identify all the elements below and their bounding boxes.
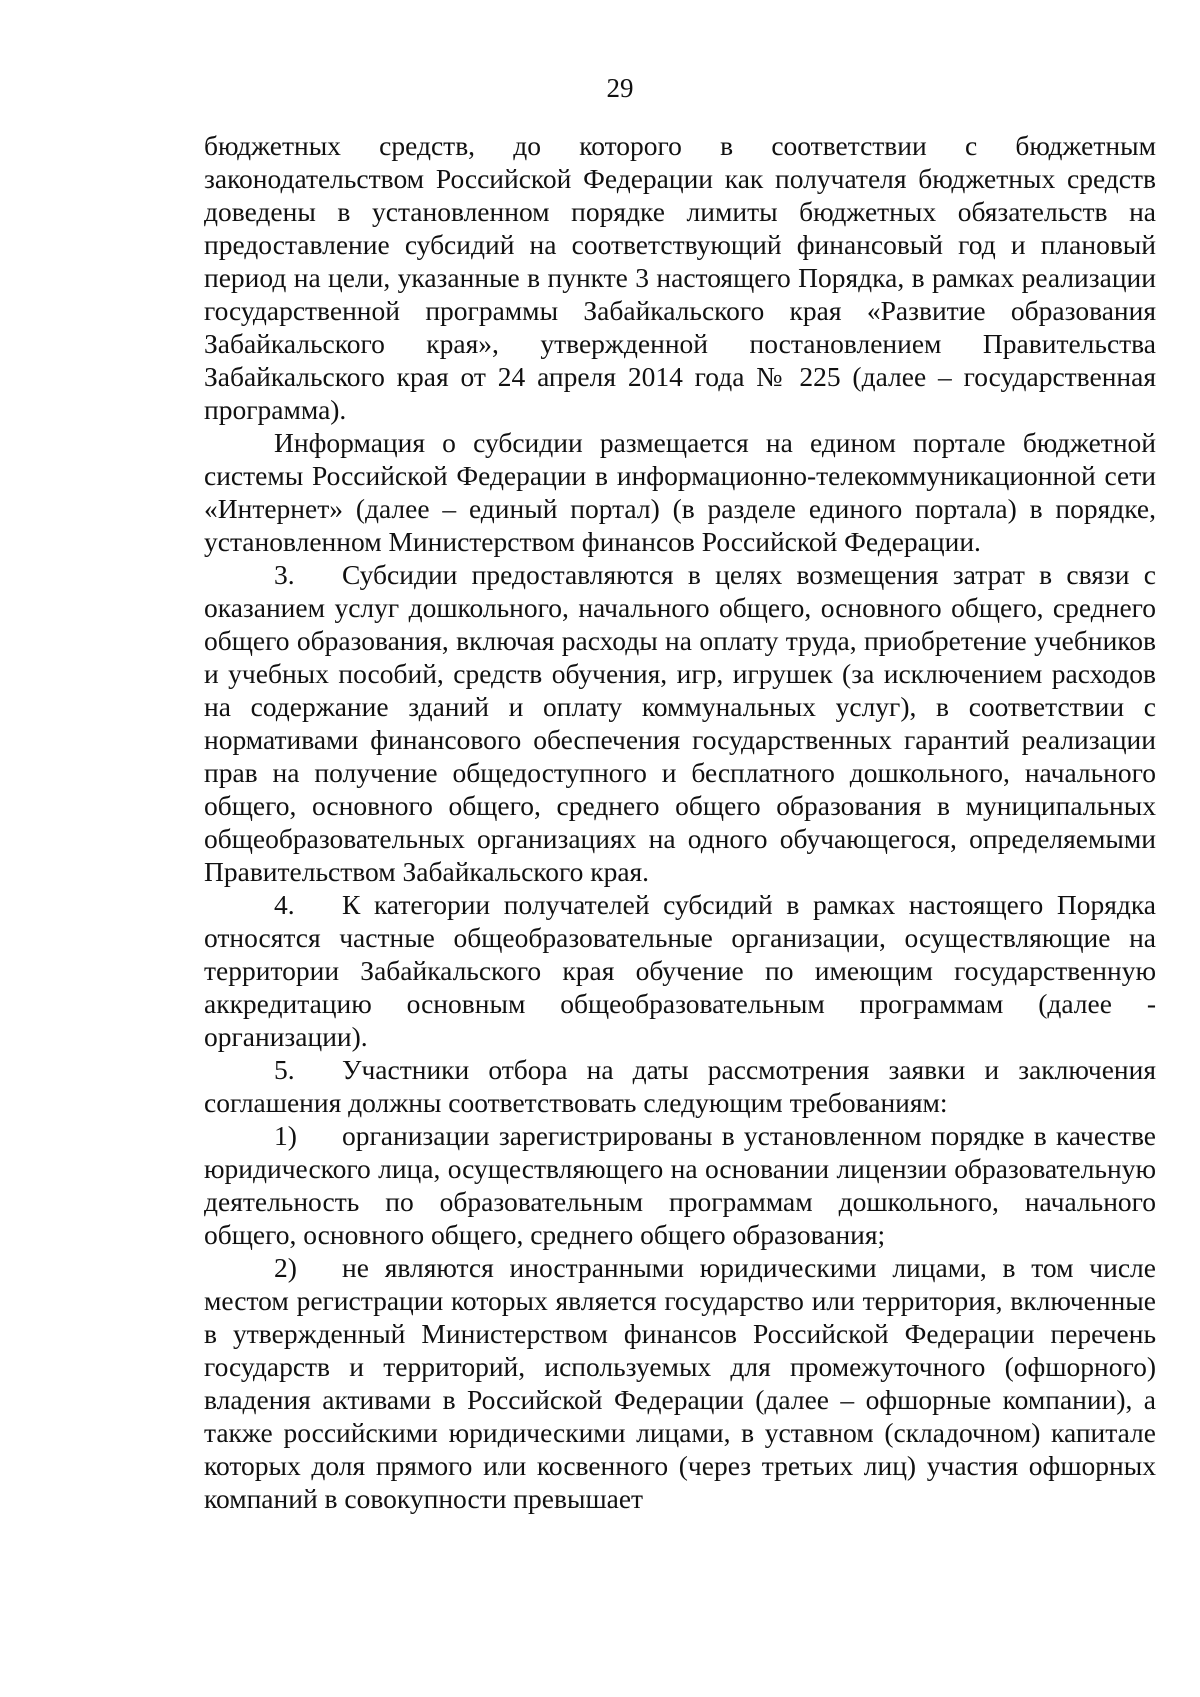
list-item-text: не являются иностранными юридическими лицами, в том числе местом регистрации которых является государство или территория, включенные в утвержденный Министерством финансов Российской Федерации перечень государств и территорий, используемых для промежуточного (офшорного) владения активами в Российской Федерации (далее – офшорные компании), а также российскими юридическими лицами, в уставном (складочном) капитале которых доля прямого или косвенного (через третьих лиц) участия офшорных компаний в совокупности превышает (204, 1252, 1156, 1514)
paragraph-text: Участники отбора на даты рассмотрения заявки и заключения соглашения должны соответствовать следующим требованиям: (204, 1054, 1156, 1118)
numbered-paragraph (204, 1053, 1156, 1119)
paragraph-number: 3. (274, 559, 295, 590)
paragraph-number: 5. (274, 1054, 295, 1085)
paragraph (204, 426, 1156, 558)
document-body (204, 129, 1156, 1515)
list-item-number: 1) (274, 1120, 297, 1151)
page-number: 29 (606, 73, 634, 103)
paragraph-text: бюджетных средств, до которого в соответствии с бюджетным законодательством Российской Федерации как получателя бюджетных средств доведены в установленном порядке лимиты бюджетных обязательств на предоставление субсидий на соответствующий финансовый год и плановый период на цели, указанные в пункте 3 настоящего Порядка, в рамках реализации государственной программы Забайкальского края «Развитие образования Забайкальского края», утвержденной постановлением Правительства Забайкальского края от 24 апреля 2014 года № 225 (далее – государственная программа). (204, 130, 1156, 425)
list-item-number: 2) (274, 1252, 297, 1283)
paragraph (204, 129, 1156, 426)
list-item (204, 1251, 1156, 1515)
paragraph-text: К категории получателей субсидий в рамках настоящего Порядка относятся частные общеобразовательные организации, осуществляющие на территории Забайкальского края обучение по имеющим государственную аккредитацию основным общеобразовательным программам (далее - организации). (204, 889, 1156, 1052)
paragraph-text: Информация о субсидии размещается на едином портале бюджетной системы Российской Федерации в информационно-телекоммуникационной сети «Интернет» (далее – единый портал) (в разделе единого портала) в порядке, установленном Министерством финансов Российской Федерации. (204, 427, 1156, 557)
numbered-paragraph (204, 558, 1156, 888)
paragraph-number: 4. (274, 889, 295, 920)
list-item-text: организации зарегистрированы в установленном порядке в качестве юридического лица, осуществляющего на основании лицензии образовательную деятельность по образовательным программам дошкольного, начального общего, основного общего, среднего общего образования; (204, 1120, 1156, 1250)
paragraph-text: Субсидии предоставляются в целях возмещения затрат в связи с оказанием услуг дошкольного, начального общего, основного общего, среднего общего образования, включая расходы на оплату труда, приобретение учебников и учебных пособий, средств обучения, игр, игрушек (за исключением расходов на содержание зданий и оплату коммунальных услуг), в соответствии с нормативами финансового обеспечения государственных гарантий реализации прав на получение общедоступного и бесплатного дошкольного, начального общего, основного общего, среднего общего образования в муниципальных общеобразовательных организациях на одного обучающегося, определяемыми Правительством Забайкальского края. (204, 559, 1156, 887)
numbered-paragraph (204, 888, 1156, 1053)
list-item (204, 1119, 1156, 1251)
